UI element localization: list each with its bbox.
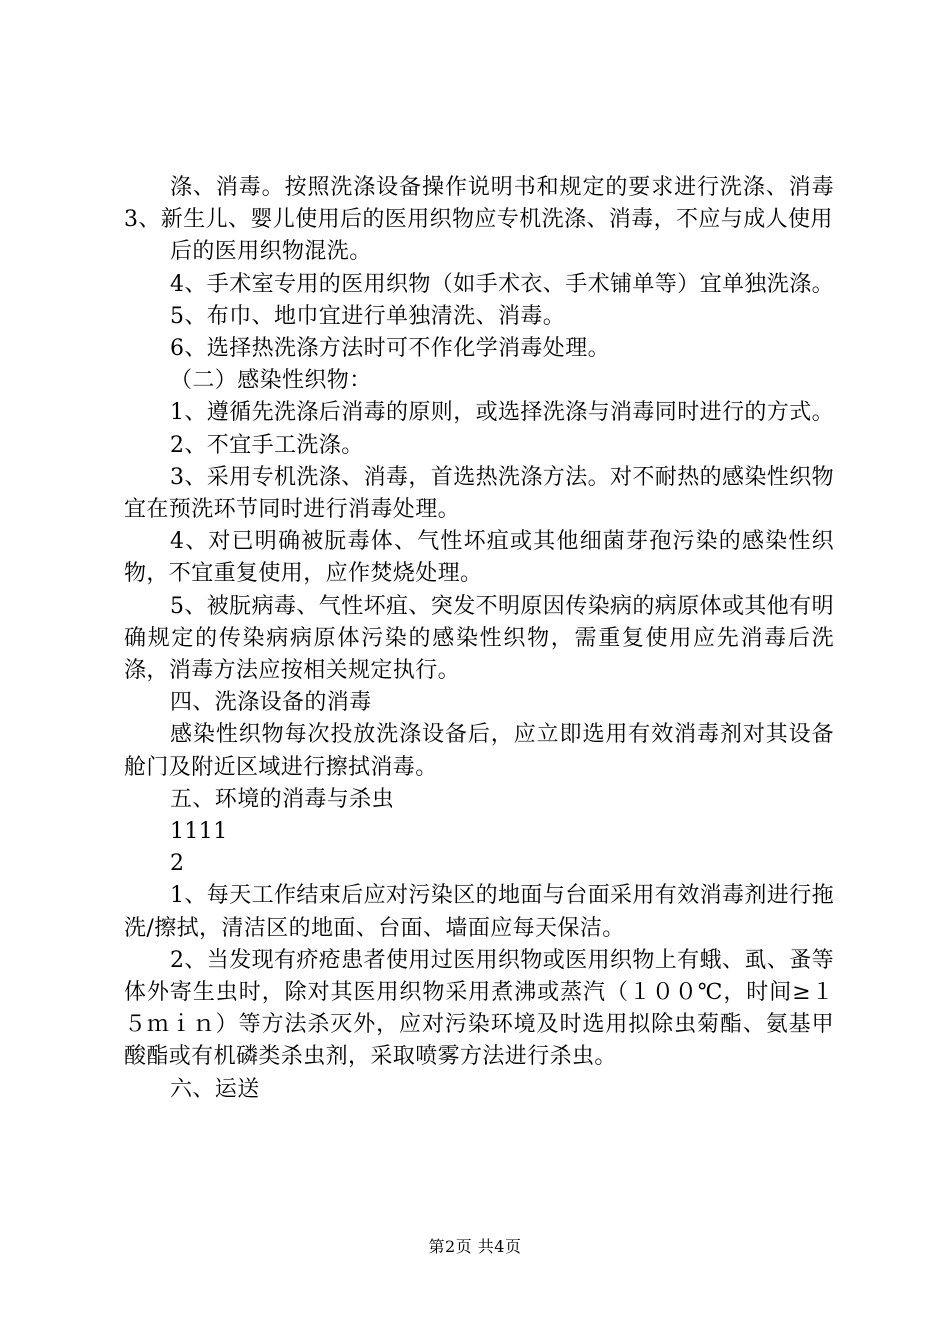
paragraph: 后的医用织物混洗。 [170,239,372,265]
paragraph: 2 [170,851,185,877]
paragraph: 2、不宜手工洗涤。 [170,432,364,458]
page-number: 第2页 共4页 [428,1237,522,1256]
paragraph: 1、遵循先洗涤后消毒的原则，或选择洗涤与消毒同时进行的方式。 [170,400,834,426]
paragraph: 涤、消毒。按照洗涤设备操作说明书和规定的要求进行洗涤、消毒3、新生儿、婴儿使用后的医用织物应专机洗涤、消毒，不应与成人使用 [124,175,834,233]
section-heading: （二）感染性织物： [170,368,372,394]
paragraph: 5、布巾、地巾宜进行单独清洗、消毒。 [170,303,566,329]
paragraph: 4、手术室专用的医用织物（如手术衣、手术铺单等）宜单独洗涤。 [170,271,834,297]
paragraph: 6、选择热洗涤方法时可不作化学消毒处理。 [170,336,610,362]
paragraph: 1111 [170,819,228,845]
paragraph: 5、被朊病毒、气性坏疽、突发不明原因传染病的病原体或其他有明确规定的传染病病原体污染的感染性织物，需重复使用应先消毒后洗涤，消毒方法应按相关规定执行。 [124,593,834,684]
paragraph: 4、对已明确被朊毒体、气性坏疽或其他细菌芽孢污染的感染性织物，不宜重复使用，应作焚烧处理。 [124,529,834,587]
paragraph: 1、每天工作结束后应对污染区的地面与台面采用有效消毒剂进行拖洗/擦拭，清洁区的地面、台面、墙面应每天保洁。 [124,883,834,941]
page-footer [0,1237,950,1257]
document-body [124,172,834,1106]
paragraph: 感染性织物每次投放洗涤设备后，应立即选用有效消毒剂对其设备舱门及附近区域进行擦拭消毒。 [124,722,834,780]
section-heading: 六、运送 [170,1076,260,1102]
section-heading: 四、洗涤设备的消毒 [170,690,372,716]
paragraph: 3、采用专机洗涤、消毒，首选热洗涤方法。对不耐热的感染性织物宜在预洗环节同时进行消毒处理。 [124,464,834,523]
paragraph: 2、当发现有疥疮患者使用过医用织物或医用织物上有蛾、虱、蚤等体外寄生虫时，除对其医用织物采用煮沸或蒸汽（１００℃，时间≥１５ｍｉｎ）等方法杀灭外，应对污染环境及时选用拟除虫菊酯、氨基甲酸酯或有机磷类杀虫剂，采取喷雾方法进行杀虫。 [124,947,834,1070]
section-heading: 五、环境的消毒与杀虫 [170,786,395,812]
